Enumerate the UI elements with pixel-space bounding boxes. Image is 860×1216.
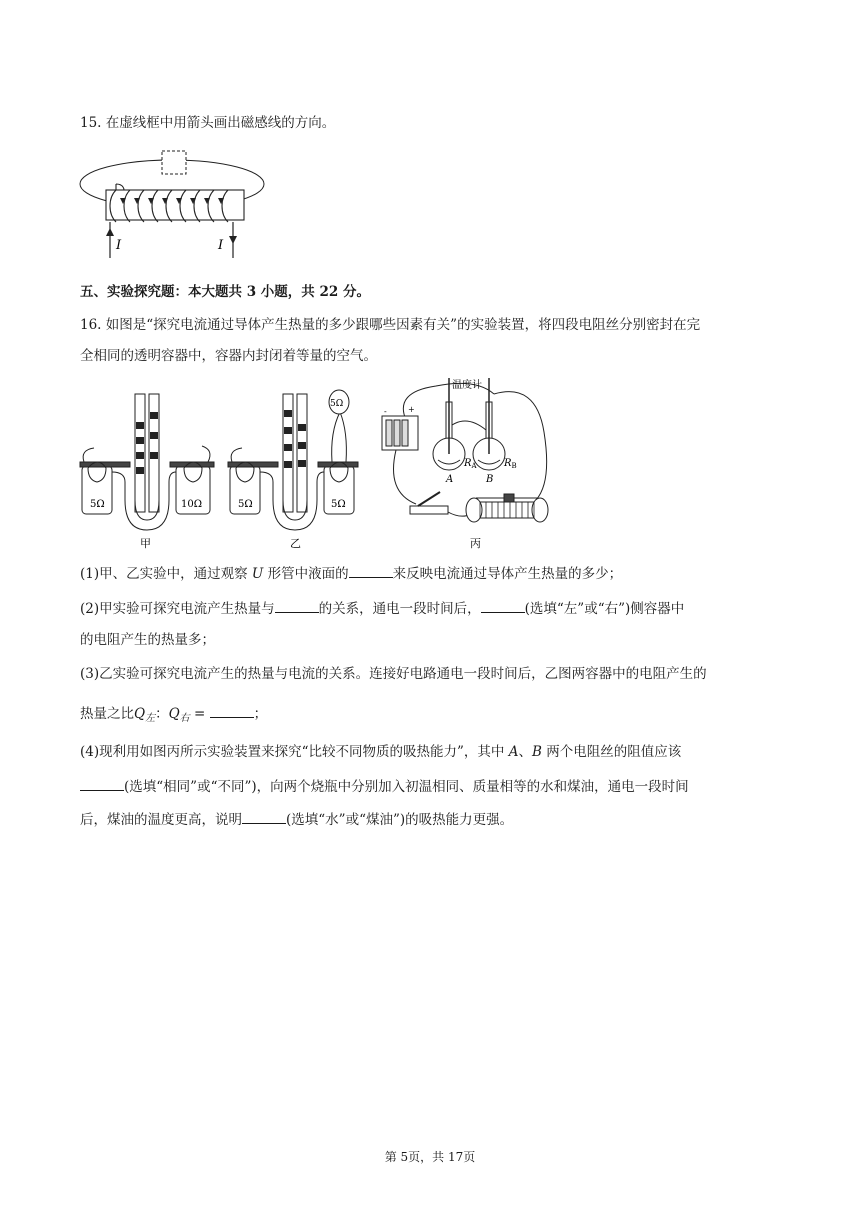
p4-text-a2: 两个电阻丝的阻值应该 xyxy=(546,744,682,760)
p1-text-a: (1)甲、乙实验中，通过观察 xyxy=(80,566,248,582)
answer-blank-6[interactable] xyxy=(242,809,286,824)
answer-blank-1[interactable] xyxy=(349,563,393,578)
svg-text:-: - xyxy=(384,407,387,416)
q16-part2-line1 xyxy=(80,598,684,619)
p4-sep: 、 xyxy=(518,744,532,760)
ratio-colon: ： xyxy=(155,706,169,722)
answer-blank-3[interactable] xyxy=(481,598,525,613)
yi-outside-resistor: 5Ω xyxy=(330,399,344,409)
jia-caption: 甲 xyxy=(140,537,151,550)
jia-left-resistor: 5Ω xyxy=(90,499,105,510)
q15-text: 15. 在虚线框中用箭头画出磁感线的方向。 xyxy=(80,115,336,131)
p4-a: A xyxy=(508,744,519,760)
yi-caption: 乙 xyxy=(290,537,301,550)
flask-b-label: B xyxy=(486,474,494,485)
bing-caption: 丙 xyxy=(470,537,481,550)
figure-yi xyxy=(228,382,368,550)
p2-text-c: (选填“左”或“右”)侧容器中 xyxy=(524,601,685,617)
p4-text-b: (选填“相同”或“不同”)，向两个烧瓶中分别加入初温相同、质量相等的水和煤油，通电一段时间 xyxy=(124,779,689,795)
q16-part2-line2: 的电阻产生的热量多； xyxy=(80,632,215,648)
p1-text-c: 来反映电流通过导体产生热量的多少； xyxy=(392,566,623,582)
p2-text-b: 的关系，通电一段时间后， xyxy=(318,601,481,617)
p3-text-b: 热量之比 xyxy=(80,706,134,722)
figure-jia xyxy=(80,382,220,550)
yi-left-resistor: 5Ω xyxy=(238,499,253,510)
q16-part1 xyxy=(80,563,622,584)
q16-intro-1: 16. 如图是“探究电流通过导体产生热量的多少跟哪些因素有关”的实验装置，将四段电阻丝分别密封在完 xyxy=(80,317,701,333)
page-number: 第 5页，共 17页 xyxy=(384,1150,476,1164)
current-label-right: I xyxy=(218,238,224,253)
answer-blank-4[interactable] xyxy=(210,703,254,718)
jia-right-resistor: 10Ω xyxy=(181,499,203,510)
q16-part3-line2 xyxy=(80,703,267,729)
yi-right-resistor: 5Ω xyxy=(331,499,346,510)
p4-text-c: 后，煤油的温度更高，说明 xyxy=(80,812,242,828)
q-right-symbol: Q xyxy=(168,706,180,722)
q-left-symbol: Q xyxy=(134,706,146,722)
q16-intro-2: 全相同的透明容器中，容器内封闭着等量的空气。 xyxy=(80,348,377,364)
svg-text:+: + xyxy=(408,405,415,414)
ra-sub: A xyxy=(471,462,477,470)
solenoid-figure xyxy=(78,148,278,263)
svg-text:RB xyxy=(503,458,517,470)
figure-bing xyxy=(376,372,556,550)
q16-part4-line1 xyxy=(80,742,681,762)
p4-b: B xyxy=(531,744,542,760)
answer-blank-2[interactable] xyxy=(275,598,319,613)
q-right-sub: 右 xyxy=(179,713,190,724)
p4-text-a: (4)现利用如图丙所示实验装置来探究“比较不同物质的吸热能力”，其中 xyxy=(80,744,505,760)
rb-sub: B xyxy=(511,462,517,470)
flask-a-label: A xyxy=(446,474,454,485)
answer-blank-5[interactable] xyxy=(80,776,124,791)
p1-text-b: 形管中液面的 xyxy=(267,566,349,582)
p3-end: ； xyxy=(253,706,268,722)
q-left-sub: 左 xyxy=(145,713,156,724)
thermometer-label: 温度计 xyxy=(452,380,482,391)
p1-u: U xyxy=(251,566,264,582)
equals-sign: = xyxy=(189,706,210,722)
current-label-left: I xyxy=(116,238,122,253)
p2-text-a: (2)甲实验可探究电流产生热量与 xyxy=(80,601,275,617)
p4-text-d: (选填“水”或“煤油”)的吸热能力更强。 xyxy=(286,812,514,828)
ra-label: R xyxy=(464,458,472,469)
q16-part4-line3 xyxy=(80,809,513,830)
q16-part4-line2 xyxy=(80,776,689,797)
rb-label: R xyxy=(504,458,512,469)
section-title: 五、实验探究题：本大题共 3 小题，共 22 分。 xyxy=(80,284,370,300)
q16-part3-line1: (3)乙实验可探究电流产生的热量与电流的关系。连接好电路通电一段时间后，乙图两容器中的电阻产生的 xyxy=(80,666,707,682)
